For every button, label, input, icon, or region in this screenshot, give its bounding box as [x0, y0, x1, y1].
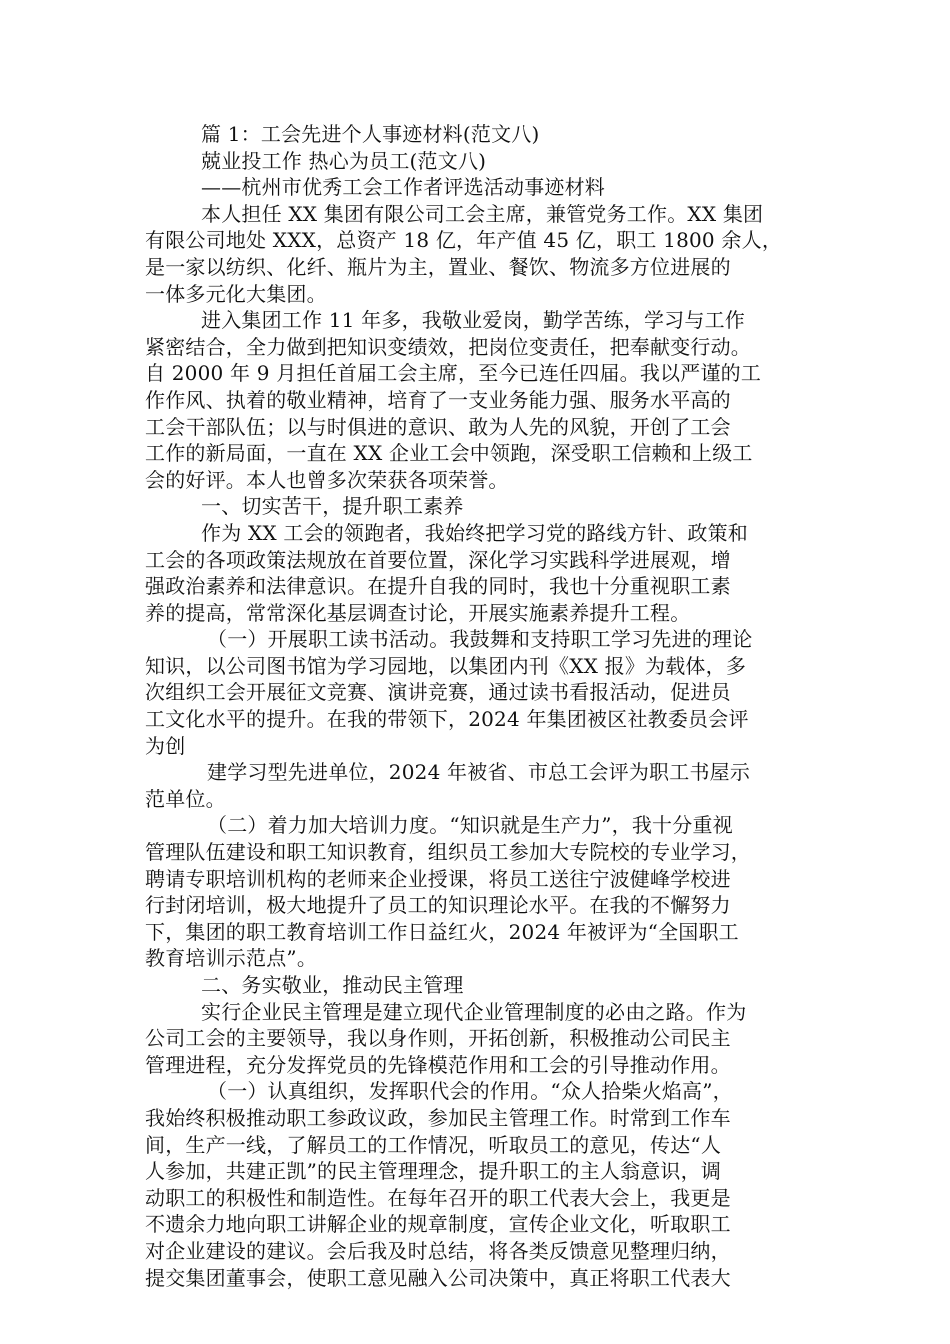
body-text-line: 提交集团董事会，使职工意见融入公司决策中，真正将职工代表大 — [145, 1265, 731, 1290]
body-text-line: 工文化水平的提升。在我的带领下，2024 年集团被区社教委员会评 — [145, 707, 749, 732]
body-text-line: 人参加，共建正凯”的民主管理理念，提升职工的主人翁意识，调 — [145, 1159, 722, 1184]
document-body — [145, 121, 817, 1291]
body-text-line: 建学习型先进单位，2024 年被省、市总工会评为职工书屋示 — [207, 760, 751, 785]
body-text-line: 有限公司地处 XXX，总资产 18 亿，年产值 45 亿，职工 1800 余人， — [145, 228, 783, 253]
body-text-line: （二）着力加大培训力度。“知识就是生产力”，我十分重视 — [207, 813, 733, 838]
body-text-line: 作为 XX 工会的领跑者，我始终把学习党的路线方针、政策和 — [201, 520, 748, 545]
body-text-line: 动职工的积极性和制造性。在每年召开的职工代表大会上，我更是 — [145, 1185, 731, 1210]
body-text-line: 知识，以公司图书馆为学习园地，以集团内刊《XX 报》为载体，多 — [145, 653, 747, 678]
body-text-line: 对企业建设的建议。会后我及时总结，将各类反馈意见整理归纳， — [145, 1238, 731, 1263]
section-heading: 一、切实苦干，提升职工素养 — [201, 494, 464, 519]
body-text-line: 进入集团工作 11 年多，我敬业爱岗，勤学苦练，学习与工作 — [201, 308, 745, 333]
body-text-line: 实行企业民主管理是建立现代企业管理制度的必由之路。作为 — [201, 999, 747, 1024]
body-text-line: 工作的新局面，一直在 XX 企业工会中领跑，深受职工信赖和上级工 — [145, 441, 753, 466]
body-text-line: （一）开展职工读书活动。我鼓舞和支持职工学习先进的理论 — [207, 627, 753, 652]
body-text-line: 聘请专职培训机构的老师来企业授课，将员工送往宁波健峰学校进 — [145, 866, 731, 891]
body-text-line: 为创 — [145, 733, 186, 758]
document-lead: ——杭州市优秀工会工作者评选活动事迹材料 — [201, 175, 605, 200]
body-text-line: 工会干部队伍；以与时俱进的意识、敢为人先的风貌，开创了工会 — [145, 414, 731, 439]
document-subtitle: 兢业投工作 热心为员工(范文八) — [201, 148, 487, 173]
body-text-line: 作作风、执着的敬业精神，培育了一支业务能力强、服务水平高的 — [145, 387, 731, 412]
body-text-line: 紧密结合，全力做到把知识变绩效，把岗位变责任，把奉献变行动。 — [145, 334, 751, 359]
body-text-line: 强政治素养和法律意识。在提升自我的同时，我也十分重视职工素 — [145, 574, 731, 599]
body-text-line: 间，生产一线，了解员工的工作情况，听取员工的意见，传达“人 — [145, 1132, 722, 1157]
body-text-line: 不遗余力地向职工讲解企业的规章制度，宣传企业文化，听取职工 — [145, 1212, 731, 1237]
body-text-line: 管理队伍建设和职工知识教育，组织员工参加大专院校的专业学习， — [145, 840, 751, 865]
body-text-line: 管理进程，充分发挥党员的先锋模范作用和工会的引导推动作用。 — [145, 1052, 731, 1077]
document-title: 篇 1：工会先进个人事迹材料(范文八) — [201, 122, 540, 146]
body-text-line: 教育培训示范点”。 — [145, 946, 318, 971]
body-text-line: 养的提高，常常深化基层调查讨论，开展实施素养提升工程。 — [145, 600, 691, 625]
body-text-line: 本人担任 XX 集团有限公司工会主席，兼管党务工作。XX 集团 — [201, 201, 764, 226]
body-text-line: 行封闭培训，极大地提升了员工的知识理论水平。在我的不懈努力 — [145, 893, 731, 918]
body-text-line: 次组织工会开展征文竞赛、演讲竞赛，通过读书看报活动，促进员 — [145, 680, 731, 705]
body-text-line: 我始终积极推动职工参政议政，参加民主管理工作。时常到工作车 — [145, 1105, 731, 1130]
body-text-line: 范单位。 — [145, 786, 226, 811]
body-text-line: 下，集团的职工教育培训工作日益红火，2024 年被评为“全国职工 — [145, 919, 739, 944]
body-text-line: 是一家以纺织、化纤、瓶片为主，置业、餐饮、物流多方位进展的 — [145, 254, 731, 279]
body-text-line: 自 2000 年 9 月担任首届工会主席，至今已连任四届。我以严谨的工 — [145, 361, 762, 386]
body-text-line: 公司工会的主要领导，我以身作则，开拓创新，积极推动公司民主 — [145, 1026, 731, 1051]
body-text-line: 会的好评。本人也曾多次荣获各项荣誉。 — [145, 467, 509, 492]
section-heading: 二、务实敬业，推动民主管理 — [201, 973, 464, 997]
body-text-line: 一体多元化大集团。 — [145, 281, 327, 306]
body-text-line: （一）认真组织，发挥职代会的作用。“众人拾柴火焰高”， — [207, 1079, 733, 1104]
body-text-line: 工会的各项政策法规放在首要位置，深化学习实践科学进展观，增 — [145, 547, 731, 572]
